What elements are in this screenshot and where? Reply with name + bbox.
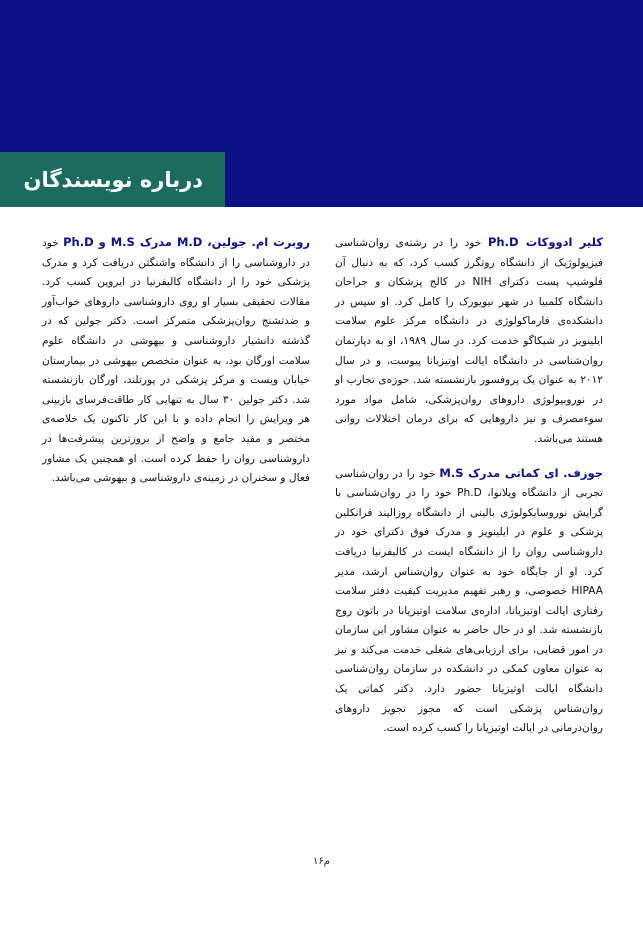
bio-advokat <box>335 233 603 450</box>
section-title: درباره نویسندگان <box>23 167 203 192</box>
bio-text: خود در داروشناسی را از دانشگاه واشنگتن دریافت کرد و مدرک پزشکی خود را از دانشگاه کالیفرنیا در ایروین کسب کرد. مقالات تحقیقی بسیار او روی داروشناسی داروهای خواب‌آور و ضدتشنج روان‌پزشکی متمرکز است. دکتر جولین که در گذشته دانشیار داروشناسی و بیهوشی در دانشگاه علوم سلامت اورگان بود، به عنوان متخصص بیهوشی در بیمارستان خیابان ویست و مرکز پزشکی در پورتلند، اورگان بازنشسته شد. دکتر جولین ۳۰ سال به تنهایی کار طاقت‌فرسای بازبینی هر ویرایش را انجام داده و با این کار تاکنون یک خلاصه‌ی مختصر و مفید جامع و واضح از بروزترین پیشرفت‌ها در داروشناسی روان را حفظ کرده است. او همچنین یک مشاور فعال و سخنران در زمینه‌ی داروشناسی و بیهوشی می‌باشد. <box>42 237 310 485</box>
bio-text: خود را در روان‌شناسی تجربی از دانشگاه ویلانوا، Ph.D خود را در روان‌شناسی با گرایش نوروسایکولوژی بالینی از دانشگاه روزالیند فرانکلین پزشکی و علوم در ایلینویز و مدرک فوق دکترای خود در داروشناسی روان را از دانشگاه ایست در کالیفرنیا دریافت کرد. او از جایگاه خود به عنوان روان‌شناس ارشد، مدیر HIPAA خصوصی، و رهبر تفهیم مدیریت کیفیت دفتر سلامت رفتاری ایالت اوتیزیانا، اداره‌ی سلامت اوتیزیانا در باتون روج بازنشسته شد. او در حال حاضر به عنوان مشاور این سازمان در امور قضایی، برای ارزیابی‌های شغلی خدمت می‌کند و نیز به عنوان معاون کمکی در دانشکده در سازمان روان‌شناسی دانشگاه ایالت اوتیزیانا حضور دارد. دکتر کماتی یک روان‌شناس پزشکی است که مجوز تجویز داروهای روان‌درمانی در ایالت اوتیزیانا را کسب کرده است. <box>335 467 604 735</box>
text-column-right <box>335 233 603 753</box>
section-title-box <box>0 152 225 207</box>
author-name: روبرت ام. جولین، M.D مدرک M.S و Ph.D <box>63 235 311 249</box>
author-name: جوزف. ای کماتی مدرک M.S <box>439 465 603 480</box>
author-name: کلیر ادووکات Ph.D <box>487 235 603 249</box>
bio-comaty <box>335 464 603 739</box>
bio-julien <box>42 233 310 489</box>
bio-text: خود را در رشته‌ی روان‌شناسی فیزیولوژیک از دانشگاه روتگرز کسب کرد، که به دنبال آن فلوشیپ پست دکترای NIH در کالج پزشکان و جراحان دانشگاه کلمبیا در شهر نیویورک را کامل کرد. او سپس در دانشکده‌ی فارماکولوژی در دانشگاه مرکز علوم سلامت ایلینویز در شیکاگو خدمت کرد. در سال ۱۹۸۹، او به دپارتمان روان‌شناسی در دانشگاه ایالت اوتیزیانا پیوست، و در سال ۲۰۱۲ به عنوان یک پروفسور بازنشسته شد. حوزه‌ی تجارب او در نوروبیولوژی داروهای روان‌پزشکی، شامل مواد مورد سوءمصرف و نیز داروهایی که برای درمان اختلالات روانی هستند می‌باشد. <box>335 237 603 445</box>
text-column-left <box>42 233 310 503</box>
page-number: م۱۶ <box>313 856 330 867</box>
